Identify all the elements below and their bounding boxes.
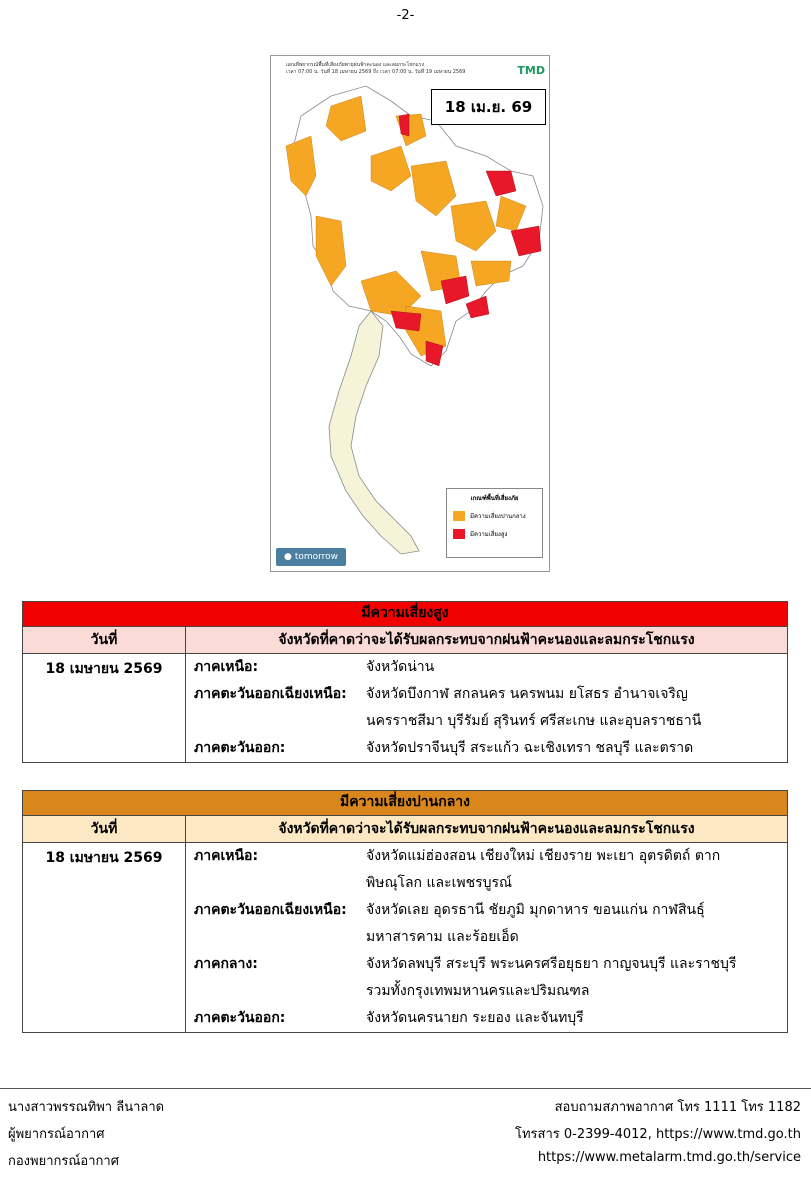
- legend-title: เกณฑ์พื้นที่เสี่ยงภัย: [470, 495, 519, 502]
- medium-line: [186, 951, 787, 978]
- forecaster-name: นางสาวพรรณทิพา ลีนาลาด: [8, 1100, 165, 1115]
- forecast-division: กองพยากรณ์อากาศ: [8, 1154, 119, 1169]
- medium-line: [186, 924, 787, 951]
- region-label: ภาคตะวันออก:: [194, 1010, 286, 1026]
- province-text: จังหวัดแม่ฮ่องสอน เชียงใหม่ เชียงราย พะเยา อุตรดิตถ์ ตาก: [366, 848, 721, 864]
- legend-label-medium: มีความเสี่ยงปานกลาง: [470, 513, 526, 520]
- footer-divider: [0, 1088, 811, 1089]
- contact-fax-link[interactable]: โทรสาร 0-2399-4012, https://www.tmd.go.th: [515, 1127, 801, 1142]
- high-provinces: [186, 654, 788, 763]
- medium-line: [186, 870, 787, 897]
- map-date-label: 18 เม.ย. 69: [431, 89, 546, 125]
- high-line: [186, 708, 787, 735]
- map-header-line2: เวลา 07:00 น. วันที่ 18 เมษายน 2569 ถึง เวลา 07:00 น. วันที่ 19 เมษายน 2569: [286, 69, 466, 75]
- page-number: -2-: [396, 8, 415, 23]
- high-line: [186, 681, 787, 708]
- medium-col-province: จังหวัดที่คาดว่าจะได้รับผลกระทบจากฝนฟ้าคะนองและลมกระโชกแรง: [186, 816, 788, 843]
- tomorrow-label: tomorrow: [294, 552, 339, 562]
- high-risk-title: มีความเสี่ยงสูง: [23, 602, 788, 627]
- high-date: 18 เมษายน 2569: [23, 654, 186, 763]
- legend-item-high: [453, 529, 542, 539]
- high-col-province: จังหวัดที่คาดว่าจะได้รับผลกระทบจากฝนฟ้าคะนองและลมกระโชกแรง: [186, 627, 788, 654]
- province-text: จังหวัดบึงกาฬ สกลนคร นครพนม ยโสธร อำนาจเจริญ: [366, 686, 688, 702]
- region-label: ภาคตะวันออก:: [194, 740, 286, 756]
- tomorrow-badge: [276, 548, 346, 566]
- medium-risk-title: มีความเสี่ยงปานกลาง: [23, 791, 788, 816]
- province-text: จังหวัดลพบุรี สระบุรี พระนครศรีอยุธยา กาญจนบุรี และราชบุรี: [366, 956, 737, 972]
- province-text: รวมทั้งกรุงเทพมหานครและปริมณฑล: [366, 983, 590, 999]
- map-peninsula: [329, 311, 419, 554]
- province-text: นครราชสีมา บุรีรัมย์ สุรินทร์ ศรีสะเกษ และอุบลราชธานี: [366, 713, 702, 729]
- region-label: ภาคเหนือ:: [194, 659, 259, 675]
- province-text: มหาสารคาม และร้อยเอ็ด: [366, 929, 519, 945]
- province-text: จังหวัดเลย อุดรธานี ชัยภูมิ มุกดาหาร ขอนแก่น กาฬสินธุ์: [366, 902, 705, 918]
- medium-line: [186, 978, 787, 1005]
- contact-phone: สอบถามสภาพอากาศ โทร 1111 โทร 1182: [554, 1100, 801, 1115]
- tmd-logo: TMD: [517, 64, 545, 77]
- map-legend: [446, 488, 543, 558]
- province-text: จังหวัดน่าน: [366, 659, 435, 675]
- region-label: ภาคกลาง:: [194, 956, 258, 972]
- service-link[interactable]: https://www.metalarm.tmd.go.th/service: [537, 1150, 801, 1165]
- risk-map: [270, 55, 550, 572]
- region-label: ภาคเหนือ:: [194, 848, 259, 864]
- province-text: จังหวัดปราจีนบุรี สระแก้ว ฉะเชิงเทรา ชลบุรี และตราด: [366, 740, 694, 756]
- medium-line: [186, 843, 787, 870]
- forecaster-title: ผู้พยากรณ์อากาศ: [8, 1127, 105, 1142]
- medium-provinces: [186, 843, 788, 1033]
- legend-swatch-high: [453, 529, 465, 539]
- high-risk-table: [22, 601, 788, 763]
- medium-line: [186, 897, 787, 924]
- legend-item-medium: [453, 511, 542, 521]
- legend-swatch-medium: [453, 511, 465, 521]
- legend-label-high: มีความเสี่ยงสูง: [470, 531, 508, 538]
- high-risk-row: [23, 654, 788, 763]
- medium-col-date: วันที่: [23, 816, 186, 843]
- high-line: [186, 735, 787, 762]
- medium-date: 18 เมษายน 2569: [23, 843, 186, 1033]
- region-label: ภาคตะวันออกเฉียงเหนือ:: [194, 902, 347, 918]
- medium-risk-header-row: [23, 816, 788, 843]
- tomorrow-icon: ●: [283, 552, 292, 562]
- high-line: [186, 654, 787, 681]
- medium-risk-row: [23, 843, 788, 1033]
- province-text: จังหวัดนครนายก ระยอง และจันทบุรี: [366, 1010, 584, 1026]
- high-risk-header-row: [23, 627, 788, 654]
- medium-risk-table: [22, 790, 788, 1033]
- medium-line: [186, 1005, 787, 1032]
- region-label: ภาคตะวันออกเฉียงเหนือ:: [194, 686, 347, 702]
- province-text: พิษณุโลก และเพชรบูรณ์: [366, 875, 513, 891]
- map-header-line1: แผนที่พยากรณ์พื้นที่เสี่ยงภัยพายุฝนฟ้าคะนอง และลมกระโชกแรง: [286, 62, 425, 68]
- high-col-date: วันที่: [23, 627, 186, 654]
